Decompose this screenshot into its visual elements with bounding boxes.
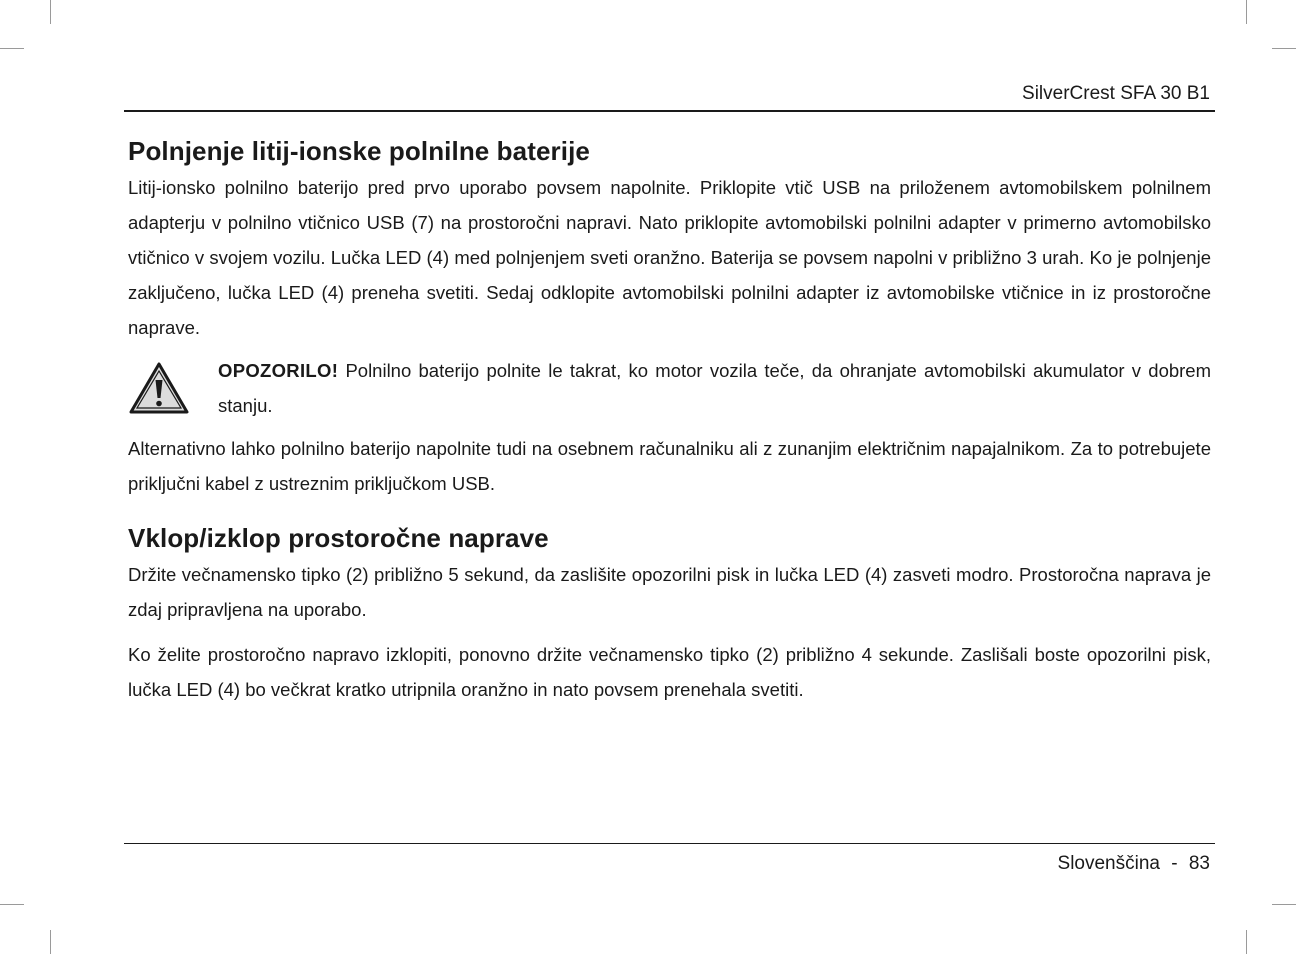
crop-mark [1246, 0, 1247, 24]
crop-mark [1246, 930, 1247, 954]
footer-separator: - [1171, 853, 1178, 874]
warning-triangle-icon [128, 353, 218, 420]
header-product-name: SilverCrest SFA 30 B1 [1022, 83, 1210, 104]
crop-mark [0, 904, 24, 905]
page-content [128, 132, 1211, 707]
warning-message: Polnilno baterijo polnite le takrat, ko motor vozila teče, da ohranjate avtomobilski akumulator v dobrem stanju. [218, 360, 1212, 416]
page-number: 83 [1188, 853, 1210, 874]
section-title-charging: Polnjenje litij-ionske polnilne baterije [128, 136, 590, 166]
crop-mark [50, 930, 51, 954]
warning-text [218, 353, 1211, 423]
crop-mark [50, 0, 51, 24]
footer [1058, 852, 1210, 876]
footer-language: Slovenščina [1057, 853, 1160, 874]
footer-rule [124, 843, 1215, 844]
crop-mark [0, 48, 24, 49]
warning-label: OPOZORILO! [218, 360, 339, 381]
crop-mark [1272, 48, 1296, 49]
warning-box [128, 353, 1211, 423]
paragraph-power-on: Držite večnamensko tipko (2) približno 5 sekund, da zaslišite opozorilni pisk in lučka LED (4) zasveti modro. Prostoročna naprava je zdaj pripravljena na uporabo. [128, 564, 1211, 620]
crop-mark [1272, 904, 1296, 905]
header-rule [124, 110, 1215, 112]
paragraph-alternative-charging: Alternativno lahko polnilno baterijo napolnite tudi na osebnem računalniku ali z zunanjim električnim napajalnikom. Za to potrebujete priključni kabel z ustreznim priključkom USB. [128, 438, 1211, 494]
paragraph-power-off: Ko želite prostoročno napravo izklopiti, ponovno držite večnamensko tipko (2) približno 4 sekunde. Zaslišali boste opozorilni pisk, lučka LED (4) bo večkrat kratko utripnila oranžno in nato povsem prenehala svetiti. [128, 644, 1211, 700]
section-title-power: Vklop/izklop prostoročne naprave [128, 523, 549, 553]
paragraph-charging: Litij-ionsko polnilno baterijo pred prvo uporabo povsem napolnite. Priklopite vtič USB na priloženem avtomobilskem polnilnem adapterju v polnilno vtičnico USB (7) na prostoročni napravi. Nato priklopite avtomobilski polnilni adapter v primerno avtomobilsko vtičnico v svojem vozilu. Lučka LED (4) med polnjenjem sveti oranžno. Baterija se povsem napolni v približno 3 urah. Ko je polnjenje zaključeno, lučka LED (4) preneha svetiti. Sedaj odklopite avtomobilski polnilni adapter iz avtomobilske vtičnice in iz prostoročne naprave. [128, 177, 1211, 338]
